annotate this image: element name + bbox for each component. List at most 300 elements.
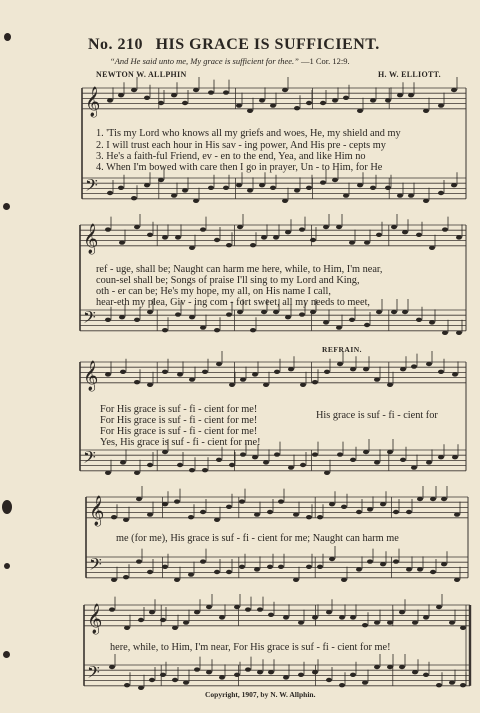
- note-head: [436, 683, 442, 687]
- note-head: [298, 620, 304, 624]
- note-head: [270, 186, 276, 190]
- note-head: [320, 180, 326, 184]
- note-head: [323, 225, 329, 229]
- note-head: [236, 103, 242, 107]
- note-head: [183, 680, 189, 684]
- note-head: [339, 683, 345, 687]
- note-head: [177, 372, 183, 376]
- note-head: [131, 196, 137, 200]
- note-head: [208, 90, 214, 94]
- note-head: [294, 188, 300, 192]
- note-head: [282, 88, 288, 92]
- note-head: [162, 450, 168, 454]
- note-head: [417, 567, 423, 571]
- note-head: [124, 626, 130, 630]
- note-head: [430, 497, 436, 501]
- note-head: [268, 613, 274, 617]
- note-head: [350, 458, 356, 462]
- note-head: [270, 103, 276, 107]
- note-head: [236, 183, 242, 187]
- note-head: [182, 188, 188, 192]
- note-head: [118, 186, 124, 190]
- clef-symbol: 𝄞: [85, 87, 101, 117]
- note-head: [111, 515, 117, 519]
- note-head: [245, 607, 251, 611]
- note-head: [426, 460, 432, 464]
- note-head: [343, 96, 349, 100]
- note-head: [356, 567, 362, 571]
- note-head: [237, 310, 243, 314]
- note-head: [339, 615, 345, 619]
- note-head: [343, 193, 349, 197]
- note-head: [350, 673, 356, 677]
- note-head: [136, 497, 142, 501]
- note-head: [147, 512, 153, 516]
- note-head: [456, 331, 462, 335]
- note-head: [274, 370, 280, 374]
- epigraph-text: “And He said unto me, My grace is sufficient for thee.”: [110, 56, 299, 66]
- note-head: [134, 471, 140, 475]
- note-head: [317, 515, 323, 519]
- note-head: [402, 310, 408, 314]
- note-head: [293, 512, 299, 516]
- copyright-notice: Copyright, 1907, by N. W. Allphin.: [205, 690, 316, 699]
- note-head: [294, 106, 300, 110]
- note-head: [206, 605, 212, 609]
- note-head: [399, 610, 405, 614]
- clef-symbol: 𝄞: [87, 604, 103, 634]
- note-head: [391, 225, 397, 229]
- note-head: [273, 310, 279, 314]
- note-head: [138, 686, 144, 690]
- note-head: [223, 186, 229, 190]
- note-head: [380, 502, 386, 506]
- note-head: [239, 499, 245, 503]
- note-head: [162, 235, 168, 239]
- note-head: [350, 615, 356, 619]
- note-head: [226, 312, 232, 316]
- note-head: [194, 610, 200, 614]
- note-head: [162, 328, 168, 332]
- note-head: [193, 199, 199, 203]
- note-head: [362, 680, 368, 684]
- note-head: [438, 191, 444, 195]
- note-head: [288, 367, 294, 371]
- note-head: [263, 383, 269, 387]
- note-head: [175, 235, 181, 239]
- note-head: [158, 101, 164, 105]
- note-head: [451, 183, 457, 187]
- note-head: [214, 570, 220, 574]
- note-head: [278, 499, 284, 503]
- note-head: [436, 605, 442, 609]
- note-head: [341, 505, 347, 509]
- note-head: [138, 618, 144, 622]
- note-head: [442, 331, 448, 335]
- note-head: [134, 380, 140, 384]
- note-head: [214, 518, 220, 522]
- note-head: [200, 227, 206, 231]
- note-head: [158, 178, 164, 182]
- note-head: [214, 238, 220, 242]
- note-head: [452, 372, 458, 376]
- note-head: [107, 191, 113, 195]
- note-head: [283, 615, 289, 619]
- note-head: [357, 183, 363, 187]
- note-head: [257, 670, 263, 674]
- note-head: [393, 510, 399, 514]
- note-head: [240, 452, 246, 456]
- note-head: [337, 362, 343, 366]
- note-head: [174, 578, 180, 582]
- note-head: [147, 463, 153, 467]
- note-head: [402, 230, 408, 234]
- note-head: [326, 678, 332, 682]
- note-head: [370, 98, 376, 102]
- note-head: [442, 227, 448, 231]
- note-head: [189, 246, 195, 250]
- note-head: [310, 238, 316, 242]
- note-head: [441, 497, 447, 501]
- note-head: [202, 468, 208, 472]
- note-head: [182, 101, 188, 105]
- note-head: [160, 673, 166, 677]
- note-head: [299, 227, 305, 231]
- note-head: [357, 109, 363, 113]
- note-head: [312, 670, 318, 674]
- note-head: [177, 463, 183, 467]
- clef-symbol: 𝄢: [83, 307, 96, 331]
- note-head: [406, 567, 412, 571]
- note-head: [261, 310, 267, 314]
- note-head: [254, 512, 260, 516]
- note-head: [362, 623, 368, 627]
- note-head: [370, 186, 376, 190]
- note-head: [456, 235, 462, 239]
- note-head: [172, 626, 178, 630]
- note-head: [380, 562, 386, 566]
- note-head: [454, 578, 460, 582]
- note-head: [393, 559, 399, 563]
- note-head: [189, 377, 195, 381]
- note-head: [429, 246, 435, 250]
- note-head: [387, 383, 393, 387]
- note-head: [332, 98, 338, 102]
- note-head: [119, 240, 125, 244]
- clef-symbol: 𝄢: [89, 554, 102, 578]
- note-head: [174, 499, 180, 503]
- note-head: [134, 225, 140, 229]
- note-head: [387, 665, 393, 669]
- note-head: [267, 510, 273, 514]
- note-head: [119, 315, 125, 319]
- note-head: [147, 310, 153, 314]
- note-head: [312, 615, 318, 619]
- note-head: [267, 565, 273, 569]
- note-head: [374, 620, 380, 624]
- note-head: [285, 230, 291, 234]
- note-head: [200, 559, 206, 563]
- note-head: [149, 678, 155, 682]
- note-head: [387, 620, 393, 624]
- note-head: [109, 607, 115, 611]
- note-head: [363, 367, 369, 371]
- note-head: [245, 667, 251, 671]
- lyric-line: here, while, to Him, I'm near, For His grace is suf - fi - cient for me!: [110, 642, 391, 653]
- note-head: [219, 675, 225, 679]
- note-head: [416, 233, 422, 237]
- note-head: [250, 328, 256, 332]
- note-head: [144, 96, 150, 100]
- note-head: [226, 570, 232, 574]
- note-head: [175, 312, 181, 316]
- note-head: [263, 460, 269, 464]
- note-head: [189, 468, 195, 472]
- note-head: [189, 315, 195, 319]
- note-head: [312, 380, 318, 384]
- note-head: [306, 101, 312, 105]
- note-head: [337, 452, 343, 456]
- note-head: [214, 328, 220, 332]
- note-head: [350, 367, 356, 371]
- note-head: [188, 515, 194, 519]
- note-head: [216, 458, 222, 462]
- note-head: [326, 610, 332, 614]
- note-head: [124, 683, 130, 687]
- lyric-line: me (for me), His grace is suf - fi - cient for me; Naught can harm me: [116, 533, 399, 544]
- note-head: [417, 497, 423, 501]
- note-head: [226, 243, 232, 247]
- note-head: [252, 455, 258, 459]
- note-head: [438, 103, 444, 107]
- note-head: [283, 675, 289, 679]
- note-head: [329, 557, 335, 561]
- note-head: [336, 225, 342, 229]
- note-head: [406, 510, 412, 514]
- note-head: [449, 680, 455, 684]
- note-head: [285, 315, 291, 319]
- note-head: [411, 465, 417, 469]
- note-head: [200, 510, 206, 514]
- clefs: [83, 86, 104, 686]
- note-head: [229, 383, 235, 387]
- epigraph-reference: —1 Cor. 12:9.: [301, 56, 350, 66]
- note-head: [250, 243, 256, 247]
- note-head: [397, 193, 403, 197]
- note-head: [144, 183, 150, 187]
- lyric-line: 4. When I'm bowed with care then I go in prayer, Un - to Him, for He: [96, 162, 383, 173]
- note-head: [364, 240, 370, 244]
- note-head: [423, 199, 429, 203]
- clef-symbol: 𝄢: [83, 447, 96, 471]
- note-head: [423, 615, 429, 619]
- note-head: [188, 572, 194, 576]
- refrain-lyric: His grace is suf - fi - cient for: [316, 410, 438, 421]
- note-head: [317, 565, 323, 569]
- note-head: [208, 186, 214, 190]
- note-head: [299, 312, 305, 316]
- note-head: [298, 673, 304, 677]
- note-head: [460, 626, 466, 630]
- note-head: [363, 450, 369, 454]
- note-head: [206, 670, 212, 674]
- note-head: [111, 578, 117, 582]
- note-head: [426, 362, 432, 366]
- clef-symbol: 𝄢: [87, 662, 100, 686]
- lyric-line: oth - er can be; He's my hope, my all, on His name I call,: [96, 286, 331, 297]
- note-head: [147, 233, 153, 237]
- note-head: [356, 510, 362, 514]
- note-head: [438, 370, 444, 374]
- note-head: [162, 565, 168, 569]
- note-head: [257, 607, 263, 611]
- note-head: [105, 471, 111, 475]
- note-head: [234, 673, 240, 677]
- note-head: [118, 93, 124, 97]
- note-head: [391, 310, 397, 314]
- note-head: [134, 318, 140, 322]
- note-head: [274, 452, 280, 456]
- note-head: [223, 90, 229, 94]
- note-head: [423, 673, 429, 677]
- note-head: [430, 570, 436, 574]
- note-head: [438, 455, 444, 459]
- note-head: [131, 88, 137, 92]
- note-head: [120, 460, 126, 464]
- note-head: [268, 670, 274, 674]
- note-head: [183, 620, 189, 624]
- clef-symbol: 𝄞: [83, 361, 99, 391]
- clef-symbol: 𝄢: [85, 175, 98, 199]
- note-head: [451, 88, 457, 92]
- note-head: [367, 559, 373, 563]
- note-head: [341, 578, 347, 582]
- note-head: [416, 318, 422, 322]
- clef-symbol: 𝄞: [83, 224, 99, 254]
- note-head: [376, 233, 382, 237]
- lyric-line: 1. 'Tis my Lord who knows all my griefs and woes, He, my shield and my: [96, 128, 401, 139]
- lyric-line: 3. He's a faith-ful Friend, ev - en to the end, Yea, and like Him no: [96, 151, 366, 162]
- lyric-line: For His grace is suf - fi - cient for me!: [100, 426, 258, 437]
- note-head: [423, 109, 429, 113]
- note-head: [374, 377, 380, 381]
- note-head: [109, 665, 115, 669]
- note-head: [374, 665, 380, 669]
- note-head: [171, 93, 177, 97]
- note-head: [288, 465, 294, 469]
- note-head: [147, 383, 153, 387]
- lyric-line: ref - uge, shall be; Naught can harm me here, while, to Him, I'm near,: [96, 264, 383, 275]
- lyric-line: 2. I will trust each hour in His sav - ing power, And His pre - cepts my: [96, 140, 386, 151]
- note-head: [449, 620, 455, 624]
- hymn-number: No. 210: [88, 36, 144, 53]
- note-head: [105, 227, 111, 231]
- note-head: [162, 370, 168, 374]
- hymn-title: HIS GRACE IS SUFFICIENT.: [155, 36, 380, 53]
- note-head: [397, 93, 403, 97]
- note-head: [247, 188, 253, 192]
- note-head: [376, 310, 382, 314]
- note-head: [136, 559, 142, 563]
- note-head: [429, 320, 435, 324]
- note-head: [400, 458, 406, 462]
- note-head: [240, 377, 246, 381]
- note-head: [336, 325, 342, 329]
- note-head: [411, 364, 417, 368]
- lyric-line: coun-sel shall be; Songs of praise I'll sing to my Lord and King,: [96, 275, 360, 286]
- note-head: [408, 93, 414, 97]
- note-head: [300, 383, 306, 387]
- note-head: [107, 98, 113, 102]
- note-head: [320, 101, 326, 105]
- note-head: [300, 463, 306, 467]
- note-head: [259, 98, 265, 102]
- note-head: [123, 518, 129, 522]
- note-head: [454, 512, 460, 516]
- note-head: [147, 570, 153, 574]
- note-head: [202, 370, 208, 374]
- note-head: [387, 450, 393, 454]
- note-head: [312, 452, 318, 456]
- note-head: [282, 199, 288, 203]
- lyric-line: Yes, His grace is suf - fi - cient for me!: [100, 437, 261, 448]
- note-head: [200, 325, 206, 329]
- note-head: [306, 186, 312, 190]
- author-credit: NEWTON W. ALLPHIN: [96, 70, 187, 79]
- composer-credit: H. W. ELLIOTT.: [378, 70, 441, 79]
- note-head: [120, 370, 126, 374]
- note-head: [412, 670, 418, 674]
- note-head: [412, 620, 418, 624]
- note-head: [452, 455, 458, 459]
- note-head: [385, 98, 391, 102]
- clef-symbol: 𝄞: [89, 496, 105, 526]
- note-head: [149, 610, 155, 614]
- note-head: [247, 109, 253, 113]
- note-head: [194, 667, 200, 671]
- note-head: [216, 362, 222, 366]
- note-head: [324, 471, 330, 475]
- note-head: [234, 605, 240, 609]
- note-head: [385, 186, 391, 190]
- note-head: [273, 235, 279, 239]
- note-head: [252, 372, 258, 376]
- note-head: [105, 372, 111, 376]
- note-head: [239, 565, 245, 569]
- note-head: [374, 460, 380, 464]
- note-head: [193, 88, 199, 92]
- note-head: [172, 678, 178, 682]
- note-head: [237, 225, 243, 229]
- lyric-line: hear-eth my plea, Giv - ing com - fort sweet, all my needs to meet,: [96, 297, 371, 308]
- note-head: [261, 235, 267, 239]
- refrain-label: REFRAIN.: [322, 345, 363, 354]
- note-head: [399, 665, 405, 669]
- note-head: [408, 193, 414, 197]
- note-head: [364, 323, 370, 327]
- note-head: [323, 320, 329, 324]
- lyric-line: For His grace is suf - fi - cient for me!: [100, 404, 258, 415]
- note-head: [162, 502, 168, 506]
- note-head: [332, 178, 338, 182]
- note-head: [367, 507, 373, 511]
- staff-lines: [80, 88, 470, 686]
- note-head: [254, 567, 260, 571]
- note-head: [229, 463, 235, 467]
- note-head: [160, 618, 166, 622]
- note-head: [400, 367, 406, 371]
- note-head: [329, 502, 335, 506]
